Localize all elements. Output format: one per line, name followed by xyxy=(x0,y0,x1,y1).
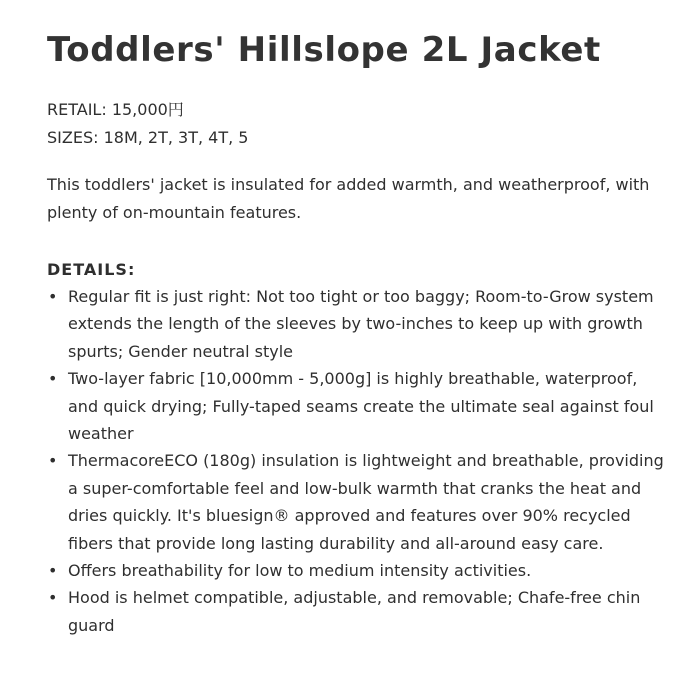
detail-text: Two-layer fabric [10,000mm - 5,000g] is highly breathable, waterproof, and quick drying; Fully-taped seams create the ultimate seal against foul weather xyxy=(68,369,654,444)
detail-text: Regular fit is just right: Not too tight or too baggy; Room-to-Grow system extends the length of the sleeves by two-inches to keep up with growth spurts; Gender neutral style xyxy=(68,287,654,361)
detail-text: ThermacoreECO (180g) insulation is lightweight and breathable, providing a super-comfortable feel and low-bulk warmth that cranks the heat and dries quickly. It's bluesign® approved and features over 90% recycled fibers that provide long lasting durability and all-around easy care. xyxy=(68,451,664,553)
sizes-label: SIZES: xyxy=(47,128,99,147)
sizes-value: 18M, 2T, 3T, 4T, 5 xyxy=(98,128,249,147)
detail-text: Offers breathability for low to medium intensity activities. xyxy=(68,561,532,581)
bullet-icon: • xyxy=(48,369,58,389)
bullet-icon: • xyxy=(48,287,58,306)
bullet-icon: • xyxy=(48,561,58,581)
list-item xyxy=(47,447,667,557)
retail-price-line xyxy=(47,96,248,124)
product-title: Toddlers' Hillslope 2L Jacket xyxy=(47,30,601,70)
product-description: This toddlers' jacket is insulated for added warmth, and weatherproof, with plenty of on-mountain features. xyxy=(47,175,650,222)
list-item xyxy=(47,365,667,447)
details-list xyxy=(47,283,667,639)
retail-value: 15,000円 xyxy=(106,100,184,119)
bullet-icon: • xyxy=(48,588,58,608)
retail-label: RETAIL: xyxy=(47,100,107,119)
bullet-icon: • xyxy=(48,451,58,471)
details-heading: DETAILS: xyxy=(47,260,136,279)
sizes-line xyxy=(47,124,248,152)
list-item xyxy=(47,557,667,584)
list-item xyxy=(47,283,667,365)
detail-text: Hood is helmet compatible, adjustable, and removable; Chafe-free chin guard xyxy=(68,588,641,635)
list-item xyxy=(47,584,667,639)
product-specs xyxy=(47,96,248,152)
